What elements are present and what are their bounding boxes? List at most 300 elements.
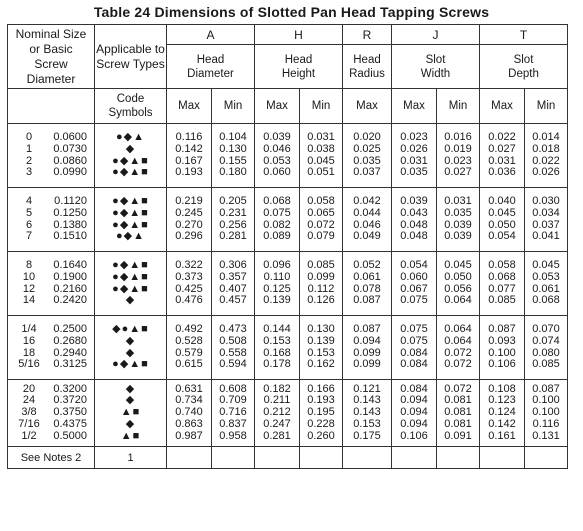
dimension-value: 0.087 (353, 294, 381, 307)
screw-type-symbols: ●◆▲■ (112, 218, 149, 231)
basic-diameter: 0.2940 (53, 346, 87, 359)
dimension-value: 0.037 (532, 218, 560, 231)
see-notes-cell (8, 447, 95, 469)
h-min-header: Min (300, 89, 343, 124)
value-cell-t-min (525, 124, 568, 188)
dimension-value: 0.863 (175, 417, 203, 430)
dimension-value: 0.058 (488, 258, 516, 271)
see-notes-label: See Notes (20, 451, 73, 464)
value-cell-a-min (212, 124, 255, 188)
dimension-value: 0.211 (263, 394, 291, 407)
value-cell-t-min (525, 316, 568, 380)
basic-diameter: 0.3125 (53, 358, 87, 371)
dimension-value: 0.087 (532, 382, 560, 395)
value-cell-h-max (255, 380, 300, 447)
dimension-value: 0.131 (532, 429, 560, 442)
screw-type-symbols: ●◆▲ (116, 130, 145, 143)
value-cell-j-min (437, 380, 480, 447)
dimension-value: 0.161 (488, 429, 516, 442)
dimension-value: 0.068 (488, 270, 516, 283)
dimension-value: 0.231 (219, 206, 247, 219)
dimension-value: 0.296 (175, 230, 203, 243)
dimension-value: 0.124 (488, 406, 516, 419)
table-row-group (8, 380, 568, 447)
code-symbols-cell (95, 188, 167, 252)
dimension-value: 0.837 (219, 417, 247, 430)
dimension-value: 0.740 (175, 406, 203, 419)
dimension-value: 0.079 (307, 230, 335, 243)
screw-type-symbols: ●◆▲■ (112, 270, 149, 283)
value-cell-t-max (480, 252, 525, 316)
dimension-value: 0.528 (175, 334, 203, 347)
dimension-value: 0.142 (175, 142, 203, 155)
dimension-value: 0.064 (444, 334, 472, 347)
dimension-value: 0.112 (307, 282, 335, 295)
dimension-value: 0.035 (444, 206, 472, 219)
dimension-value: 0.099 (353, 358, 381, 371)
basic-diameter: 0.1120 (54, 194, 87, 207)
data-groups (8, 124, 568, 447)
nominal-size-cell (8, 188, 95, 252)
value-cell-a-min (212, 316, 255, 380)
dimension-value: 0.139 (263, 294, 291, 307)
dimension-value: 0.734 (175, 394, 203, 407)
dimension-value: 0.094 (400, 394, 428, 407)
dimension-value: 0.100 (532, 406, 560, 419)
col-a-letter: A (167, 25, 255, 45)
nominal-size: 0 (25, 130, 33, 143)
nominal-size: 5 (25, 206, 33, 219)
dimension-value: 0.492 (175, 322, 203, 335)
dimension-value: 0.166 (307, 382, 335, 395)
nominal-size-header: Nominal Size or Basic Screw Diameter (8, 25, 95, 89)
basic-diameter: 0.3200 (53, 382, 87, 395)
value-cell-t-min (525, 252, 568, 316)
dimension-value: 0.228 (307, 417, 335, 430)
value-cell-h-min (300, 380, 343, 447)
screw-type-symbols: ●◆▲■ (112, 206, 149, 219)
dimension-value: 0.110 (263, 270, 291, 283)
dimension-value: 0.014 (532, 130, 560, 143)
symbols-note: 1 (95, 447, 167, 469)
dimension-value: 0.053 (532, 270, 560, 283)
table-title: Table 24 Dimensions of Slotted Pan Head Tapping Screws (93, 4, 490, 20)
dimension-value: 0.018 (532, 142, 560, 155)
value-cell-a-min (212, 380, 255, 447)
dimension-value: 0.048 (400, 218, 428, 231)
dimension-value: 0.035 (353, 154, 381, 167)
screw-type-symbols: ◆ (125, 294, 136, 307)
dimension-value: 0.175 (353, 429, 381, 442)
dimension-value: 0.281 (263, 429, 291, 442)
dimension-value: 0.056 (444, 282, 472, 295)
screw-type-symbols: ●◆▲■ (112, 166, 149, 179)
dimension-value: 0.178 (263, 358, 291, 371)
dimension-value: 0.193 (175, 166, 203, 179)
basic-diameter: 0.0990 (53, 166, 87, 179)
dimension-value: 0.260 (307, 429, 335, 442)
basic-diameter: 0.1900 (53, 270, 87, 283)
dimension-value: 0.153 (263, 334, 291, 347)
dimension-value: 0.281 (219, 230, 247, 243)
value-cell-h-min (300, 252, 343, 316)
dimension-value: 0.608 (219, 382, 247, 395)
nominal-size: 7/16 (18, 417, 40, 430)
dimension-value: 0.040 (488, 194, 516, 207)
dimension-value: 0.046 (263, 142, 291, 155)
value-cell-a-max (167, 252, 212, 316)
screw-type-symbols: ◆ (125, 142, 136, 155)
screw-type-symbols: ◆ (125, 346, 136, 359)
screw-type-symbols: ◆ (125, 417, 136, 430)
dimension-value: 0.045 (532, 258, 560, 271)
nominal-size: 6 (25, 218, 33, 231)
t-min-header: Min (525, 89, 568, 124)
dimension-value: 0.100 (532, 394, 560, 407)
table-row-group (8, 124, 568, 188)
dimension-value: 0.026 (400, 142, 428, 155)
screw-type-symbols: ◆ (125, 382, 136, 395)
dimension-value: 0.080 (532, 346, 560, 359)
screw-type-symbols: ●◆▲ (116, 230, 145, 243)
value-cell-t-max (480, 188, 525, 252)
dimension-value: 0.023 (400, 130, 428, 143)
nominal-size: 1 (25, 142, 33, 155)
dimension-value: 0.212 (263, 406, 291, 419)
screw-type-symbols: ●◆▲■ (112, 154, 149, 167)
table-row-group (8, 316, 568, 380)
dimension-value: 0.085 (532, 358, 560, 371)
value-cell-j-min (437, 124, 480, 188)
nominal-size: 3/8 (21, 406, 37, 419)
dimension-value: 0.045 (444, 258, 472, 271)
value-cell-a-min (212, 188, 255, 252)
dimension-value: 0.631 (175, 382, 203, 395)
nominal-size: 14 (22, 294, 36, 307)
dimension-value: 0.035 (400, 166, 428, 179)
value-cell-r-max (343, 124, 392, 188)
dimension-value: 0.052 (353, 258, 381, 271)
dimension-value: 0.043 (400, 206, 428, 219)
dimension-value: 0.075 (400, 294, 428, 307)
dimension-value: 0.139 (307, 334, 335, 347)
dimension-value: 0.027 (488, 142, 516, 155)
value-cell-j-max (392, 188, 437, 252)
nominal-size-cell (8, 380, 95, 447)
basic-diameter: 0.4375 (53, 417, 87, 430)
head-radius-header: Head Radius (343, 45, 392, 89)
dimension-value: 0.045 (307, 154, 335, 167)
dimension-value: 0.082 (263, 218, 291, 231)
dimension-value: 0.476 (175, 294, 203, 307)
nominal-size: 12 (22, 282, 36, 295)
dimension-value: 0.084 (400, 346, 428, 359)
basic-diameter: 0.2680 (53, 334, 87, 347)
dimension-value: 0.093 (488, 334, 516, 347)
dimension-value: 0.030 (532, 194, 560, 207)
basic-diameter: 0.1380 (53, 218, 87, 231)
nominal-size: 24 (22, 394, 36, 407)
dimension-value: 0.050 (488, 218, 516, 231)
dimension-value: 0.219 (175, 194, 203, 207)
dimension-value: 0.044 (353, 206, 381, 219)
dimension-value: 0.167 (175, 154, 203, 167)
dimension-value: 0.054 (488, 230, 516, 243)
dimension-value: 0.026 (532, 166, 560, 179)
screw-type-symbols: ●◆▲■ (112, 282, 149, 295)
dimension-value: 0.144 (263, 322, 291, 335)
col-j-letter: J (392, 25, 480, 45)
nominal-size: 5/16 (18, 358, 40, 371)
dimension-value: 0.046 (353, 218, 381, 231)
dimension-value: 0.558 (219, 346, 247, 359)
basic-diameter: 0.1510 (53, 230, 87, 243)
dimension-value: 0.256 (219, 218, 247, 231)
value-cell-h-max (255, 316, 300, 380)
dimension-value: 0.039 (400, 194, 428, 207)
screw-type-symbols: ◆ (125, 334, 136, 347)
screw-type-symbols: ●◆▲■ (112, 258, 149, 271)
value-cell-r-max (343, 252, 392, 316)
dimension-value: 0.245 (175, 206, 203, 219)
value-cell-a-max (167, 124, 212, 188)
dimension-value: 0.709 (219, 394, 247, 407)
slot-depth-header: Slot Depth (480, 45, 568, 89)
code-symbols-cell (95, 252, 167, 316)
dimension-value: 0.084 (400, 358, 428, 371)
value-cell-a-max (167, 380, 212, 447)
screw-type-symbols: ▲■ (120, 406, 141, 419)
dimension-value: 0.087 (353, 322, 381, 335)
basic-diameter: 0.5000 (53, 429, 87, 442)
dimension-value: 0.049 (353, 230, 381, 243)
dimension-value: 0.019 (444, 142, 472, 155)
nominal-size: 1/2 (21, 429, 37, 442)
value-cell-a-min (212, 252, 255, 316)
value-cell-r-max (343, 316, 392, 380)
value-cell-h-min (300, 316, 343, 380)
t-max-header: Max (480, 89, 525, 124)
dimension-value: 0.058 (307, 194, 335, 207)
screw-type-symbols: ◆ (125, 394, 136, 407)
dimension-value: 0.130 (219, 142, 247, 155)
dimension-value: 0.075 (263, 206, 291, 219)
dimension-value: 0.579 (175, 346, 203, 359)
dimension-value: 0.034 (532, 206, 560, 219)
dimension-value: 0.060 (263, 166, 291, 179)
dimension-value: 0.106 (400, 429, 428, 442)
j-max-header: Max (392, 89, 437, 124)
dimension-value: 0.042 (353, 194, 381, 207)
dimension-value: 0.615 (175, 358, 203, 371)
head-diameter-header: Head Diameter (167, 45, 255, 89)
screw-type-symbols: ●◆▲■ (112, 358, 149, 371)
dimension-value: 0.425 (175, 282, 203, 295)
dimension-value: 0.023 (444, 154, 472, 167)
dimension-value: 0.193 (307, 394, 335, 407)
dimension-value: 0.039 (444, 230, 472, 243)
dimension-value: 0.407 (219, 282, 247, 295)
dimension-value: 0.091 (444, 429, 472, 442)
r-max-header: Max (343, 89, 392, 124)
code-symbols-cell (95, 380, 167, 447)
screw-type-symbols: ●◆▲■ (112, 194, 149, 207)
dimension-value: 0.094 (353, 334, 381, 347)
dimension-value: 0.070 (532, 322, 560, 335)
screw-type-symbols: ▲■ (120, 429, 141, 442)
dimension-value: 0.104 (219, 130, 247, 143)
dimension-value: 0.031 (488, 154, 516, 167)
dimension-value: 0.142 (488, 417, 516, 430)
dimension-value: 0.064 (444, 294, 472, 307)
dimension-value: 0.143 (353, 406, 381, 419)
dimension-value: 0.094 (400, 417, 428, 430)
value-cell-t-max (480, 316, 525, 380)
basic-diameter: 0.1250 (53, 206, 87, 219)
nominal-size: 7 (25, 230, 33, 243)
value-cell-t-max (480, 124, 525, 188)
dimension-value: 0.153 (307, 346, 335, 359)
dimension-value: 0.168 (263, 346, 291, 359)
dimension-value: 0.195 (307, 406, 335, 419)
dimension-value: 0.594 (219, 358, 247, 371)
dimension-value: 0.089 (263, 230, 291, 243)
dimension-value: 0.162 (307, 358, 335, 371)
nominal-size: 10 (22, 270, 36, 283)
value-cell-h-min (300, 124, 343, 188)
dimension-value: 0.094 (400, 406, 428, 419)
value-cell-r-max (343, 380, 392, 447)
dimension-value: 0.020 (353, 130, 381, 143)
nominal-size: 18 (22, 346, 36, 359)
value-cell-h-max (255, 188, 300, 252)
dimension-value: 0.096 (263, 258, 291, 271)
col-r-letter: R (343, 25, 392, 45)
value-cell-h-max (255, 252, 300, 316)
a-min-header: Min (212, 89, 255, 124)
dimension-value: 0.987 (175, 429, 203, 442)
basic-diameter: 0.0600 (53, 130, 87, 143)
dimension-value: 0.155 (219, 154, 247, 167)
dimension-value: 0.039 (263, 130, 291, 143)
basic-diameter: 0.0730 (53, 142, 87, 155)
value-cell-j-min (437, 316, 480, 380)
dimension-value: 0.084 (400, 382, 428, 395)
nominal-size: 16 (22, 334, 36, 347)
dimension-value: 0.081 (444, 417, 472, 430)
dimension-value: 0.037 (353, 166, 381, 179)
dimension-value: 0.025 (353, 142, 381, 155)
nominal-size: 1/4 (21, 322, 37, 335)
nominal-size-cell (8, 124, 95, 188)
dimension-value: 0.038 (307, 142, 335, 155)
see-notes-number: 2 (75, 451, 82, 464)
basic-diameter: 0.1640 (53, 258, 87, 271)
value-cell-h-max (255, 124, 300, 188)
dimension-value: 0.322 (175, 258, 203, 271)
dimension-value: 0.075 (400, 322, 428, 335)
dimension-value: 0.072 (307, 218, 335, 231)
dimension-value: 0.054 (400, 258, 428, 271)
dimension-value: 0.041 (532, 230, 560, 243)
dimension-value: 0.099 (307, 270, 335, 283)
basic-diameter: 0.2500 (53, 322, 87, 335)
dimension-value: 0.072 (444, 382, 472, 395)
dimension-value: 0.958 (219, 429, 247, 442)
dimension-value: 0.061 (532, 282, 560, 295)
dimension-value: 0.182 (263, 382, 291, 395)
dimension-value: 0.072 (444, 346, 472, 359)
value-cell-j-max (392, 124, 437, 188)
value-cell-j-min (437, 252, 480, 316)
dimension-value: 0.078 (353, 282, 381, 295)
dimension-value: 0.081 (444, 406, 472, 419)
a-max-header: Max (167, 89, 212, 124)
dimension-value: 0.716 (219, 406, 247, 419)
dimension-value: 0.045 (488, 206, 516, 219)
dimension-value: 0.100 (488, 346, 516, 359)
dimension-value: 0.357 (219, 270, 247, 283)
dimension-value: 0.022 (532, 154, 560, 167)
value-cell-j-max (392, 252, 437, 316)
screw-type-symbols: ◆●▲■ (112, 322, 149, 335)
dimensions-table (7, 24, 568, 469)
dimension-value: 0.153 (353, 417, 381, 430)
nominal-spacer (8, 89, 95, 124)
table-row-group (8, 188, 568, 252)
head-height-header: Head Height (255, 45, 343, 89)
slot-width-header: Slot Width (392, 45, 480, 89)
basic-diameter: 0.0860 (53, 154, 87, 167)
code-symbols-cell (95, 124, 167, 188)
h-max-header: Max (255, 89, 300, 124)
dimension-value: 0.123 (488, 394, 516, 407)
dimension-value: 0.205 (219, 194, 247, 207)
basic-diameter: 0.2160 (53, 282, 87, 295)
dimension-value: 0.306 (219, 258, 247, 271)
dimension-value: 0.130 (307, 322, 335, 335)
code-symbols-cell (95, 316, 167, 380)
dimension-value: 0.108 (488, 382, 516, 395)
table-row-group (8, 252, 568, 316)
nominal-size-cell (8, 316, 95, 380)
dimension-value: 0.053 (263, 154, 291, 167)
value-cell-j-max (392, 316, 437, 380)
dimension-value: 0.067 (400, 282, 428, 295)
value-cell-t-min (525, 188, 568, 252)
value-cell-t-max (480, 380, 525, 447)
dimension-value: 0.077 (488, 282, 516, 295)
dimension-value: 0.048 (400, 230, 428, 243)
dimension-value: 0.061 (353, 270, 381, 283)
dimension-value: 0.457 (219, 294, 247, 307)
basic-diameter: 0.2420 (53, 294, 87, 307)
dimension-value: 0.143 (353, 394, 381, 407)
dimension-value: 0.087 (488, 322, 516, 335)
dimension-value: 0.022 (488, 130, 516, 143)
j-min-header: Min (437, 89, 480, 124)
dimension-value: 0.072 (444, 358, 472, 371)
value-cell-r-max (343, 188, 392, 252)
nominal-size: 8 (25, 258, 33, 271)
dimension-value: 0.121 (353, 382, 381, 395)
dimension-value: 0.075 (400, 334, 428, 347)
dimension-value: 0.051 (307, 166, 335, 179)
dimension-value: 0.050 (444, 270, 472, 283)
dimension-value: 0.016 (444, 130, 472, 143)
dimension-value: 0.099 (353, 346, 381, 359)
dimension-value: 0.116 (175, 130, 203, 143)
